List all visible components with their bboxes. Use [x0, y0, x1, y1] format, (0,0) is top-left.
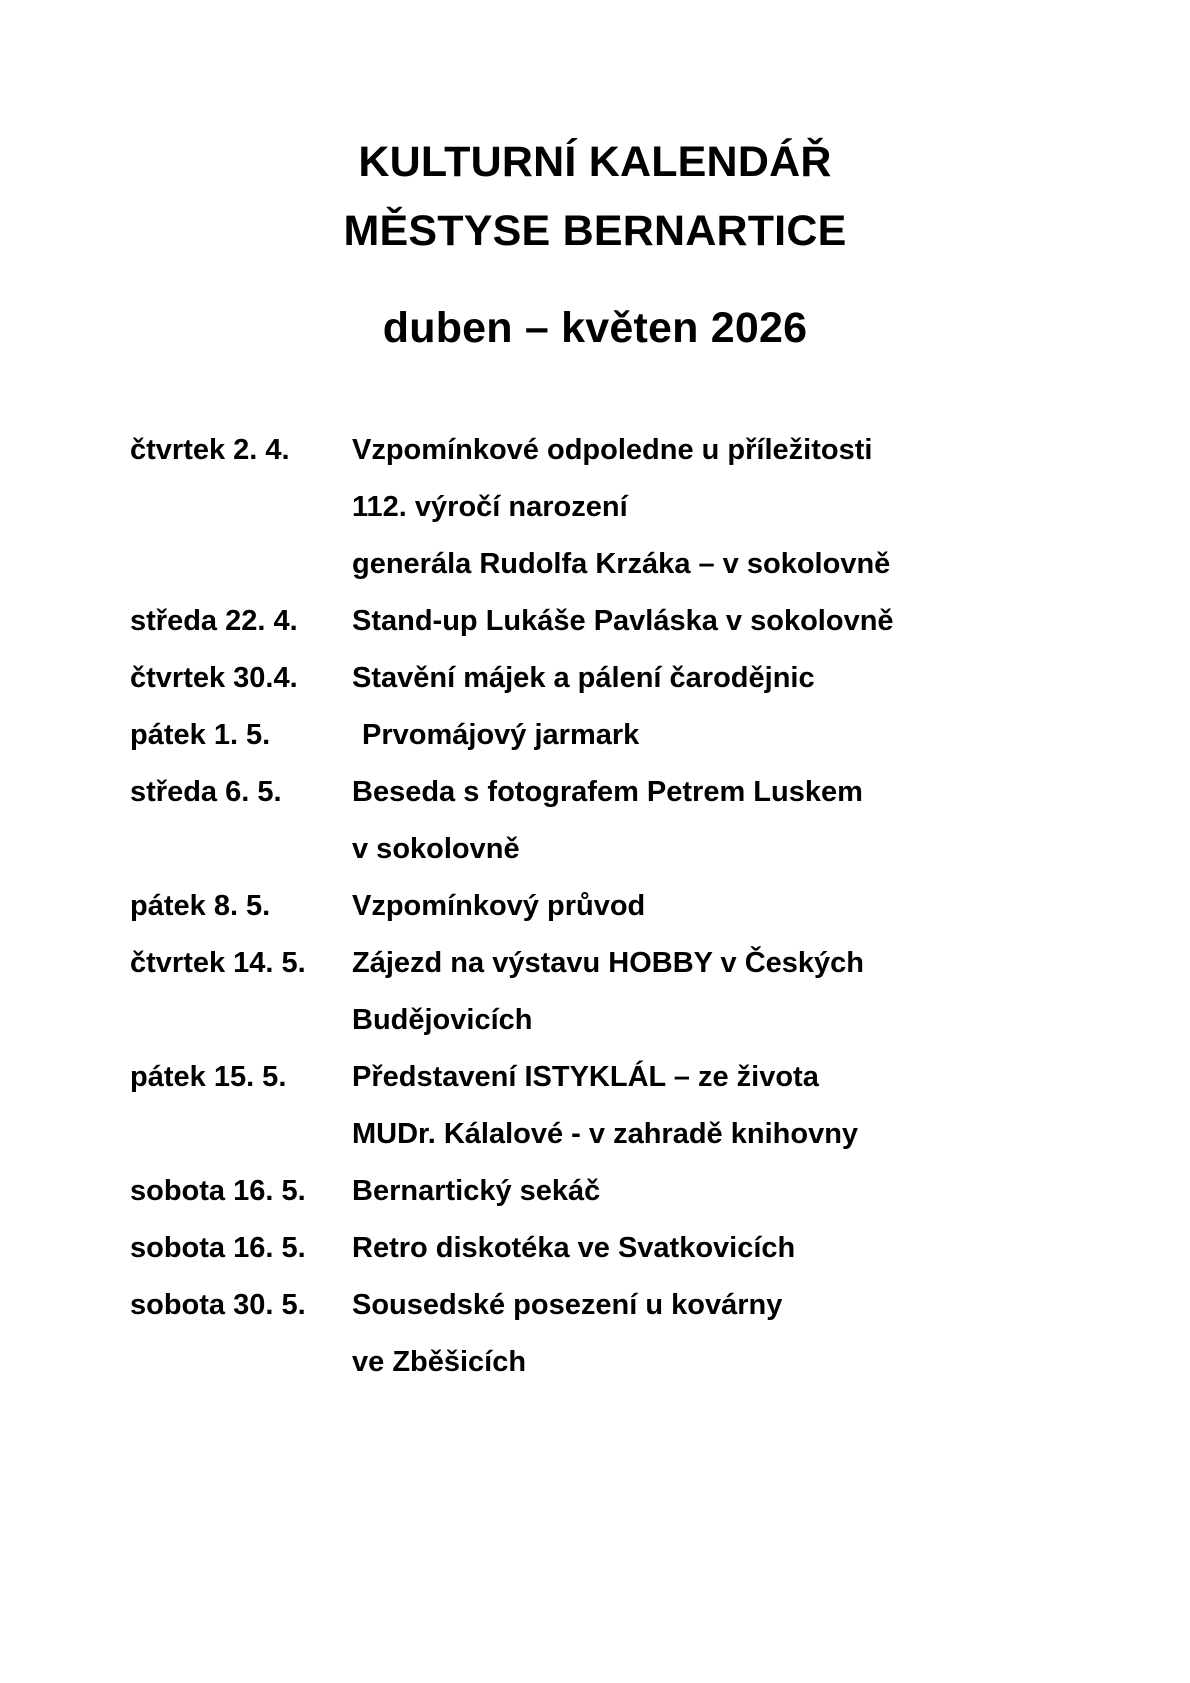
event-row — [130, 650, 1090, 707]
event-date: sobota 16. 5. — [130, 1232, 306, 1264]
event-row — [130, 1220, 1090, 1277]
event-date: čtvrtek 2. 4. — [130, 434, 290, 466]
event-row — [130, 422, 1090, 593]
event-description-line: Sousedské posezení u kovárny — [352, 1289, 783, 1321]
event-description — [352, 1277, 1090, 1391]
event-list — [130, 422, 1090, 1391]
event-description — [352, 935, 1090, 1049]
event-date: pátek 15. 5. — [130, 1061, 287, 1093]
event-description — [352, 707, 1090, 764]
event-description-line: Retro diskotéka ve Svatkovicích — [352, 1232, 796, 1264]
event-date: středa 22. 4. — [130, 605, 298, 637]
poster-subtitle-period: duben – květen 2026 — [382, 304, 808, 352]
event-row — [130, 707, 1090, 764]
poster-header — [0, 128, 1190, 363]
event-description — [352, 764, 1090, 878]
event-description — [352, 422, 1090, 593]
poster-title-line-1: KULTURNÍ KALENDÁŘ — [358, 138, 832, 186]
event-date: sobota 30. 5. — [130, 1289, 306, 1321]
event-row — [130, 1277, 1090, 1391]
event-description-line: v sokolovně — [352, 833, 520, 865]
event-description-line: Prvomájový jarmark — [362, 719, 640, 751]
event-date: čtvrtek 30.4. — [130, 662, 298, 694]
event-description-line: ve Zběšicích — [352, 1346, 527, 1378]
event-description-line: Beseda s fotografem Petrem Luskem — [352, 776, 863, 808]
event-description — [352, 593, 1090, 650]
event-description — [352, 1049, 1090, 1163]
event-row — [130, 1163, 1090, 1220]
event-row — [130, 878, 1090, 935]
event-description — [352, 1163, 1090, 1220]
event-description-line: Budějovicích — [352, 1004, 533, 1036]
event-description-line: Stand-up Lukáše Pavláska v sokolovně — [352, 605, 894, 637]
event-description — [352, 1220, 1090, 1277]
poster-title-line-2: MĚSTYSE BERNARTICE — [343, 207, 847, 255]
event-description — [352, 650, 1090, 707]
event-date: sobota 16. 5. — [130, 1175, 306, 1207]
event-description — [352, 878, 1090, 935]
event-description-line: MUDr. Kálalové - v zahradě knihovny — [352, 1118, 859, 1150]
event-row — [130, 593, 1090, 650]
event-description-line: Představení ISTYKLÁL – ze života — [352, 1061, 819, 1093]
event-description-line: Vzpomínkové odpoledne u příležitosti — [352, 434, 873, 466]
event-description-line: Stavění májek a pálení čarodějnic — [352, 662, 815, 694]
event-date: pátek 1. 5. — [130, 719, 271, 751]
event-row — [130, 1049, 1090, 1163]
event-description-line: Bernartický sekáč — [352, 1175, 601, 1207]
event-row — [130, 764, 1090, 878]
event-description-line: 112. výročí narození — [352, 491, 628, 523]
event-description-line: generála Rudolfa Krzáka – v sokolovně — [352, 548, 891, 580]
event-date: čtvrtek 14. 5. — [130, 947, 306, 979]
event-date: pátek 8. 5. — [130, 890, 271, 922]
event-date: středa 6. 5. — [130, 776, 282, 808]
event-description-line: Zájezd na výstavu HOBBY v Českých — [352, 947, 865, 979]
event-row — [130, 935, 1090, 1049]
event-description-line: Vzpomínkový průvod — [352, 890, 646, 922]
